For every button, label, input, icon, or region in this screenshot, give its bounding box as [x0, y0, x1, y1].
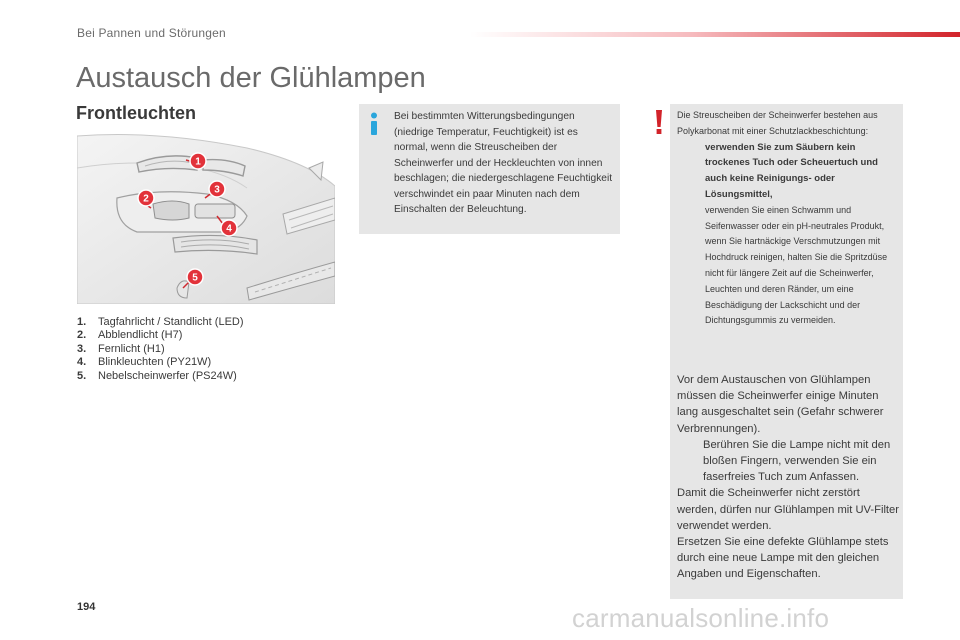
- callout-4: [221, 220, 237, 236]
- legend-text: Fernlicht (H1): [98, 342, 165, 355]
- warning-intro: Die Streuscheiben der Scheinwerfer bestehen aus Polykarbonat mit einer Schutzlackbeschichtung:: [677, 110, 878, 136]
- legend-item: [77, 370, 347, 383]
- legend-item: [77, 356, 347, 369]
- info-icon: [367, 112, 381, 136]
- page-title: Austausch der Glühlampen: [76, 62, 426, 94]
- legend-number: 4.: [77, 356, 87, 369]
- legend-text: Tagfahrlicht / Standlicht (LED): [98, 316, 244, 328]
- warning-list-item: wenn Sie hartnäckige Verschmutzungen mit Hochdruck reinigen, halten Sie die Spritzdüse nicht für längere Zeit auf die Scheinwerfer, Leuchten und deren Ränder, um eine Beschädigung der Lackschicht und der Dichtungsgummis zu vermeiden.: [705, 236, 888, 326]
- legend-number: 2.: [77, 329, 87, 342]
- legend-text: Blinkleuchten (PY21W): [98, 356, 212, 369]
- legend-number: 3.: [77, 342, 87, 355]
- legend-text: Nebelscheinwerfer (PS24W): [98, 369, 237, 382]
- bulb-replacement-notes: [677, 372, 899, 583]
- note-list-item: Berühren Sie die Lampe nicht mit den bloßen Fingern, verwenden Sie ein faserfreies Tuch zum Anfassen.: [703, 438, 891, 484]
- warning-icon: [653, 109, 665, 135]
- section-header: Bei Pannen und Störungen: [77, 26, 226, 40]
- page-subtitle: Frontleuchten: [76, 103, 196, 123]
- svg-text:4: 4: [226, 223, 232, 235]
- legend-number: 1.: [77, 316, 87, 328]
- note-paragraph: Ersetzen Sie eine defekte Glühlampe stets durch eine neue Lampe mit den gleichen Angaben und Eigenschaften.: [677, 536, 889, 581]
- legend-item: [77, 329, 347, 342]
- legend-item: [77, 316, 347, 329]
- callout-3: [209, 181, 225, 197]
- warning-content: [677, 108, 899, 329]
- callout-1: [190, 153, 206, 169]
- note-paragraph: Damit die Scheinwerfer nicht zerstört werden, dürfen nur Glühlampen mit UV-Filter verwendet werden.: [677, 487, 899, 532]
- bulb-legend: [77, 316, 347, 383]
- legend-item: [77, 343, 347, 356]
- warning-list-item: verwenden Sie zum Säubern kein trockenes Tuch oder Scheuertuch und auch keine Reinigungs- oder Lösungsmittel,: [705, 141, 878, 200]
- svg-text:5: 5: [192, 272, 198, 284]
- legend-number: 5.: [77, 369, 87, 382]
- warning-list-item: verwenden Sie einen Schwamm und Seifenwasser oder ein pH-neutrales Produkt,: [705, 204, 885, 231]
- headlight-illustration: [77, 128, 335, 304]
- warning-list: [677, 140, 899, 330]
- callout-2: [138, 190, 154, 206]
- header-accent-bar: [470, 32, 960, 37]
- svg-text:3: 3: [214, 184, 220, 196]
- callout-5: [187, 269, 203, 285]
- info-text: Bei bestimmten Witterungsbedingungen (niedrige Temperatur, Feuchtigkeit) ist es normal, wenn die Streuscheiben der Scheinwerfer und der Heckleuchten von innen beschlagen; die niedergeschlagene Feuchtigkeit verschwindet ein paar Minuten nach dem Einschalten der Beleuchtung.: [394, 111, 613, 215]
- svg-text:1: 1: [195, 156, 201, 168]
- legend-text: Abblendlicht (H7): [98, 329, 183, 342]
- page-number: 194: [77, 601, 96, 613]
- svg-text:2: 2: [143, 193, 149, 205]
- note-paragraph: Vor dem Austauschen von Glühlampen müssen die Scheinwerfer einige Minuten lang ausgeschaltet sein (Gefahr schwerer Verbrennungen).: [677, 374, 884, 435]
- watermark: carmanualsonline.info: [572, 603, 830, 633]
